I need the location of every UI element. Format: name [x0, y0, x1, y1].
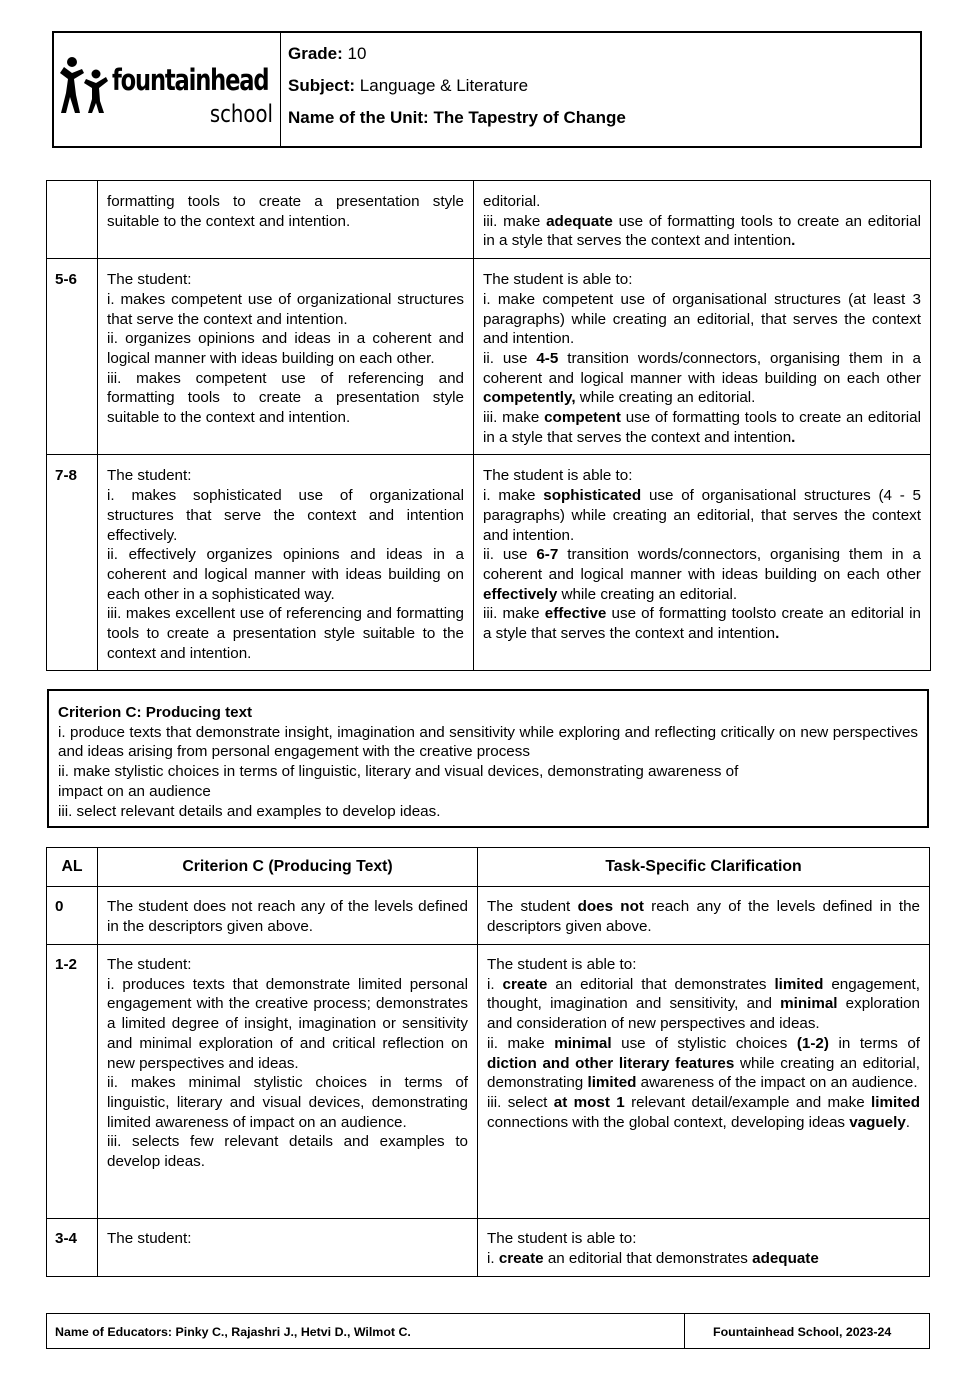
emphasis-text: 4-5: [536, 349, 559, 367]
descriptor-line: The student is able to:: [487, 1230, 637, 1247]
achievement-level: 5-6: [47, 259, 98, 455]
descriptor-line: [487, 897, 920, 936]
column-header-clarification: Task-Specific Clarification: [478, 848, 930, 887]
criterion-c-strand: i. produce texts that demonstrate insight, imagination and sensitivity while exploring and reflecting critically on new perspectives and ideas arising from personal engagement with the creative process: [58, 723, 918, 761]
criterion-c-strand: ii. make stylistic choices in terms of linguistic, literary and visual devices, demonstrating awareness of: [58, 763, 739, 781]
school-logo: [54, 33, 281, 146]
logo-subtitle: school: [209, 100, 273, 128]
grade-value: 10: [347, 44, 367, 63]
document-header: [52, 31, 922, 148]
descriptor-text: iii. select: [487, 1093, 554, 1111]
grade-label: Grade:: [288, 44, 343, 63]
descriptor-line: ii. organizes opinions and ideas in a coherent and logical manner with ideas building on each other.: [107, 330, 464, 367]
emphasis-text: sophisticated: [543, 487, 642, 505]
emphasis-text: competent: [544, 409, 621, 427]
descriptor-line: [483, 486, 921, 545]
descriptor-text: connections with the global context, developing ideas: [487, 1113, 850, 1131]
achievement-level: 0: [47, 887, 98, 945]
descriptor-text: while creating an editorial, demonstrating: [487, 1054, 920, 1092]
table-row: [47, 887, 930, 945]
unit-name: Name of the Unit: The Tapestry of Change: [288, 108, 626, 127]
emphasis-text: effectively: [483, 585, 558, 603]
emphasis-text: adequate: [752, 1249, 819, 1267]
descriptor-line: [483, 604, 921, 643]
descriptor-line: The student is able to:: [483, 467, 633, 485]
criterion-descriptor: [98, 1219, 478, 1277]
descriptor-line: editorial.: [483, 193, 541, 210]
emphasis-text: vaguely: [849, 1113, 906, 1131]
task-clarification: [478, 1219, 930, 1277]
criterion-c-strand: iii. select relevant details and examples to develop ideas.: [58, 802, 441, 820]
descriptor-line: The student:: [107, 1230, 192, 1247]
descriptor-line: [483, 408, 921, 447]
emphasis-text: (1-2): [796, 1034, 829, 1052]
descriptor-text: use of organisational structures (4 - 5 paragraphs) while creating an editorial, that serves the context and intention.: [483, 487, 921, 544]
descriptor-line: ii. effectively organizes opinions and ideas in a coherent and logical manner with ideas building on each other in a sophisticated way.: [107, 546, 464, 603]
descriptor-line: i. produces texts that demonstrate limited personal engagement with the creative process; demonstrates a limited degree of insight, imagination or sensitivity and minimal exploration of and critical reflection on new perspectives and ideas.: [107, 975, 468, 1072]
school-year: Fountainhead School, 2023-24: [713, 1325, 892, 1339]
descriptor-line: iii. makes competent use of referencing and formatting tools to create a presentation style suitable to the context and intention.: [107, 369, 464, 427]
descriptor-text: while creating an editorial.: [557, 585, 738, 603]
descriptor-text: transition words/connectors, organising them in a coherent and logical manner with ideas building on each other: [483, 349, 921, 387]
subject-row: [288, 76, 920, 108]
descriptor-text: engagement, thought, imagination and sensitivity, and: [487, 975, 920, 1013]
criterion-c-description: [47, 689, 929, 828]
descriptor-line: formatting tools to create a presentation style suitable to the context and intention.: [107, 193, 464, 230]
unit-row: [288, 108, 920, 140]
emphasis-text: limited: [774, 975, 824, 993]
descriptor-text: ii. use: [483, 546, 537, 564]
table-header-row: [47, 848, 930, 887]
descriptor-text: awareness of the impact on an audience.: [636, 1074, 918, 1092]
emphasis-text: minimal: [554, 1034, 612, 1052]
descriptor-text: ii. use: [483, 349, 537, 367]
task-clarification: [474, 181, 931, 259]
descriptor-text: use of formatting toolsto create an editorial in a style that serves the context and intention: [483, 605, 921, 643]
descriptor-text: transition words/connectors, organising them in a coherent and logical manner with ideas building on each other: [483, 546, 921, 583]
descriptor-line: [487, 975, 920, 1034]
emphasis-text: create: [498, 1249, 544, 1267]
task-clarification: [478, 887, 930, 945]
descriptor-text: iii. make: [483, 605, 545, 623]
emphasis-text: adequate: [546, 212, 613, 230]
descriptor-text: use of stylistic choices: [611, 1034, 797, 1052]
descriptor-line: iii. makes excellent use of referencing and formatting tools to create a presentation style suitable to the context and intention.: [107, 605, 464, 662]
emphasis-text: limited: [871, 1093, 920, 1111]
descriptor-line: The student:: [107, 467, 192, 485]
descriptor-line: i. make competent use of organisational structures (at least 3 paragraphs) while creating an editorial, that serves the context and intention.: [483, 290, 921, 348]
descriptor-text: reach any of the levels defined in the descriptors given above.: [487, 898, 920, 935]
column-header-al: AL: [47, 848, 98, 887]
task-clarification: [474, 455, 931, 671]
descriptor-line: The student:: [107, 956, 192, 973]
subject-label: Subject:: [288, 76, 356, 95]
descriptor-line: ii. makes minimal stylistic choices in terms of linguistic, literary and visual devices, demonstrating limited awareness of impact on an audience.: [107, 1074, 468, 1131]
descriptor-line: The student does not reach any of the levels defined in the descriptors given above.: [107, 898, 468, 935]
table-row: [47, 455, 931, 671]
descriptor-line: [483, 349, 921, 408]
criterion-c-rubric-table: [46, 847, 930, 1277]
criterion-b-rubric-table: [46, 180, 931, 671]
grade-row: [288, 44, 920, 76]
descriptor-text: i.: [487, 975, 503, 993]
emphasis-text: competently,: [483, 389, 576, 407]
descriptor-line: [487, 1034, 920, 1093]
descriptor-line: [487, 1093, 920, 1132]
emphasis-text: .: [791, 232, 796, 250]
table-row: [47, 259, 931, 455]
achievement-level: 3-4: [47, 1219, 98, 1277]
achievement-level: 7-8: [47, 455, 98, 671]
logo-wordmark: fountainhead: [112, 63, 269, 97]
descriptor-text: relevant detail/example and make: [624, 1093, 872, 1111]
descriptor-line: [483, 545, 921, 604]
emphasis-text: limited: [587, 1074, 637, 1092]
subject-value: Language & Literature: [359, 76, 529, 95]
unit-info: [281, 33, 920, 146]
descriptor-text: an editorial that demonstrates: [543, 1249, 753, 1267]
criterion-descriptor: [98, 455, 474, 671]
descriptor-text: use of formatting tools to create an editorial in a style that serves the context and intention: [483, 409, 922, 446]
emphasis-text: diction and other literary features: [487, 1054, 735, 1072]
table-row: [47, 1219, 930, 1277]
criterion-c-strand: impact on an audience: [58, 782, 211, 800]
descriptor-text: while creating an editorial.: [575, 389, 756, 407]
descriptor-line: i. makes competent use of organizational structures that serve the context and intention.: [107, 290, 464, 328]
emphasis-text: 6-7: [536, 546, 559, 564]
achievement-level: [47, 181, 98, 259]
emphasis-text: .: [791, 428, 796, 446]
emphasis-text: .: [775, 625, 780, 643]
descriptor-line: [483, 212, 921, 251]
document-footer: [46, 1313, 930, 1349]
descriptor-text: iii. make: [483, 212, 547, 230]
descriptor-text: in terms of: [828, 1034, 920, 1052]
criterion-descriptor: [98, 181, 474, 259]
descriptor-text: use of formatting tools to create an editorial in a style that serves the context and intention: [483, 212, 921, 250]
descriptor-text: ii. make: [487, 1034, 555, 1052]
descriptor-text: i.: [487, 1249, 499, 1267]
emphasis-text: effective: [544, 605, 607, 623]
table-row: [47, 181, 931, 259]
descriptor-line: iii. selects few relevant details and examples to develop ideas.: [107, 1133, 468, 1171]
descriptor-line: i. makes sophisticated use of organizational structures that serve the context and intention effectively.: [107, 487, 464, 544]
descriptor-text: an editorial that demonstrates: [547, 975, 775, 993]
column-header-criterion: Criterion C (Producing Text): [98, 848, 478, 887]
educators-names: Name of Educators: Pinky C., Rajashri J., Hetvi D., Wilmot C.: [47, 1314, 685, 1348]
achievement-level: 1-2: [47, 945, 98, 1219]
emphasis-text: create: [502, 975, 548, 993]
criterion-descriptor: [98, 887, 478, 945]
criterion-descriptor: [98, 945, 478, 1219]
descriptor-text: The student: [487, 898, 578, 915]
descriptor-text: iii. make: [483, 409, 545, 427]
descriptor-line: The student is able to:: [487, 956, 637, 973]
descriptor-text: .: [905, 1113, 911, 1131]
descriptor-line: The student is able to:: [483, 271, 633, 289]
emphasis-text: minimal: [780, 995, 838, 1013]
task-clarification: [478, 945, 930, 1219]
emphasis-text: does not: [577, 898, 644, 915]
emphasis-text: at most 1: [553, 1093, 625, 1111]
descriptor-line: [487, 1249, 920, 1269]
criterion-descriptor: [98, 259, 474, 455]
descriptor-text: exploration and consideration of new perspectives and ideas.: [487, 995, 920, 1033]
table-row: [47, 945, 930, 1219]
task-clarification: [474, 259, 931, 455]
criterion-c-title: Criterion C: Producing text: [58, 704, 253, 721]
descriptor-text: i. make: [483, 487, 544, 505]
descriptor-line: The student:: [107, 271, 192, 289]
